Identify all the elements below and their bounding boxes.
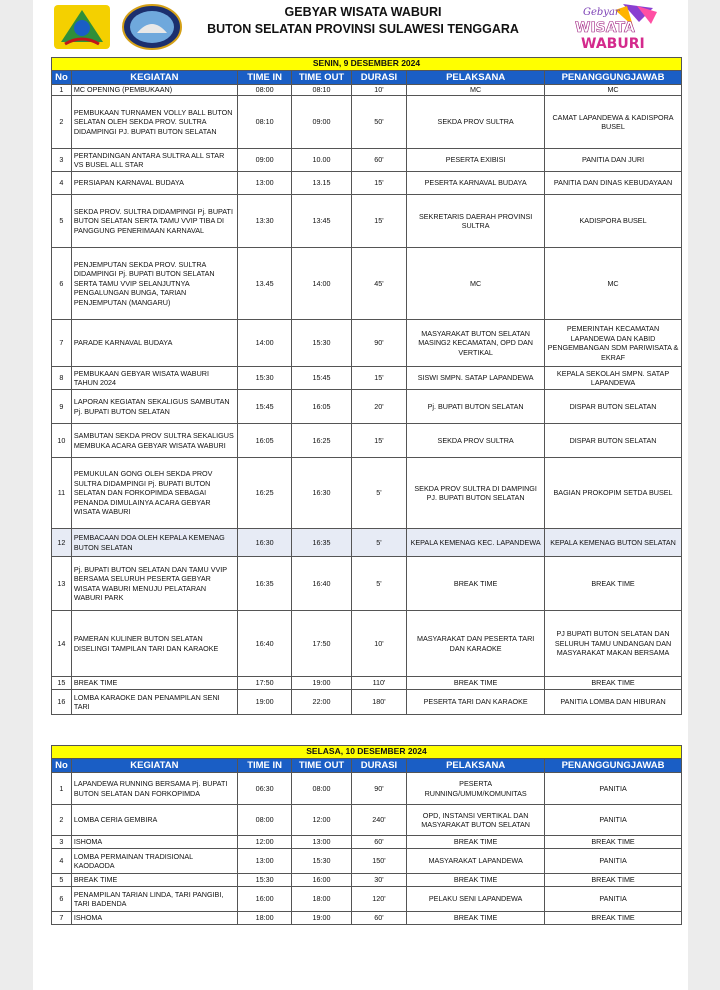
cell-out: 12:00 <box>292 805 352 836</box>
table-row <box>52 773 682 805</box>
logo-text-gebyar: Gebyar <box>583 7 620 18</box>
day-title-row <box>52 746 682 759</box>
cell-out: 16:00 <box>292 874 352 887</box>
cell-out: 18:00 <box>292 887 352 912</box>
cell-in: 12:00 <box>237 836 291 849</box>
cell-no: 1 <box>52 85 72 96</box>
cell-in: 17:50 <box>237 677 291 690</box>
table-row <box>52 849 682 874</box>
cell-in: 18:00 <box>237 912 291 925</box>
cell-kegiatan: PERTANDINGAN ANTARA SULTRA ALL STAR VS BUSEL ALL STAR <box>71 149 237 172</box>
column-header-no: No <box>52 759 72 773</box>
column-header-kegiatan: KEGIATAN <box>71 759 237 773</box>
cell-no: 4 <box>52 849 72 874</box>
table-row <box>52 195 682 248</box>
cell-kegiatan: ISHOMA <box>71 836 237 849</box>
table-row <box>52 172 682 195</box>
cell-in: 08:10 <box>237 96 291 149</box>
cell-in: 15:30 <box>237 874 291 887</box>
table-row <box>52 424 682 458</box>
cell-kegiatan: PERSIAPAN KARNAVAL BUDAYA <box>71 172 237 195</box>
cell-pelaksana: MC <box>407 248 545 320</box>
cell-pelaksana: MC <box>407 85 545 96</box>
table-row <box>52 887 682 912</box>
cell-out: 19:00 <box>292 912 352 925</box>
day-title: SELASA, 10 DESEMBER 2024 <box>52 746 682 759</box>
cell-pelaksana: BREAK TIME <box>407 874 545 887</box>
cell-durasi: 5' <box>351 529 406 557</box>
cell-pj: KEPALA SEKOLAH SMPN. SATAP LAPANDEWA <box>545 367 682 390</box>
cell-out: 16:40 <box>292 557 352 611</box>
cell-no: 1 <box>52 773 72 805</box>
cell-durasi: 5' <box>351 458 406 529</box>
cell-out: 19:00 <box>292 677 352 690</box>
cell-durasi: 60' <box>351 149 406 172</box>
cell-in: 13:30 <box>237 195 291 248</box>
cell-in: 15:45 <box>237 390 291 424</box>
table-row <box>52 690 682 715</box>
cell-pelaksana: KEPALA KEMENAG KEC. LAPANDEWA <box>407 529 545 557</box>
cell-kegiatan: PENJEMPUTAN SEKDA PROV. SULTRA DIDAMPINGI Pj. BUPATI BUTON SELATAN SERTA TAMU VVIP SELANJUTNYA PENGALUNGAN BUNGA, TARIAN PENJEMPUTAN (MANGARU) <box>71 248 237 320</box>
cell-durasi: 50' <box>351 96 406 149</box>
table-row <box>52 85 682 96</box>
cell-no: 3 <box>52 836 72 849</box>
cell-pj: PANITIA LOMBA DAN HIBURAN <box>545 690 682 715</box>
cell-pj: PJ BUPATI BUTON SELATAN DAN SELURUH TAMU UNDANGAN DAN MASYARAKAT MAKAN BERSAMA <box>545 611 682 677</box>
table-row <box>52 805 682 836</box>
cell-pj: BREAK TIME <box>545 836 682 849</box>
cell-out: 16:30 <box>292 458 352 529</box>
cell-out: 13.15 <box>292 172 352 195</box>
cell-no: 13 <box>52 557 72 611</box>
cell-pelaksana: SISWI SMPN. SATAP LAPANDEWA <box>407 367 545 390</box>
cell-durasi: 15' <box>351 195 406 248</box>
cell-durasi: 30' <box>351 874 406 887</box>
cell-durasi: 15' <box>351 424 406 458</box>
cell-out: 15:30 <box>292 320 352 367</box>
cell-in: 08:00 <box>237 805 291 836</box>
cell-kegiatan: LAPANDEWA RUNNING BERSAMA Pj. BUPATI BUTON SELATAN DAN FORKOPIMDA <box>71 773 237 805</box>
cell-out: 22:00 <box>292 690 352 715</box>
cell-out: 17:50 <box>292 611 352 677</box>
cell-no: 10 <box>52 424 72 458</box>
schedule-table-monday <box>51 57 682 715</box>
cell-durasi: 10' <box>351 85 406 96</box>
gebyar-wisata-waburi-logo <box>553 2 657 52</box>
cell-kegiatan: LAPORAN KEGIATAN SEKALIGUS SAMBUTAN Pj. BUPATI BUTON SELATAN <box>71 390 237 424</box>
column-header-out: TIME OUT <box>292 759 352 773</box>
cell-pj: BREAK TIME <box>545 677 682 690</box>
table-row <box>52 874 682 887</box>
table-row <box>52 320 682 367</box>
cell-pj: BREAK TIME <box>545 557 682 611</box>
cell-out: 10.00 <box>292 149 352 172</box>
cell-durasi: 180' <box>351 690 406 715</box>
cell-no: 11 <box>52 458 72 529</box>
cell-pj: PANITIA <box>545 849 682 874</box>
regency-emblem-logo <box>53 4 111 50</box>
cell-in: 16:35 <box>237 557 291 611</box>
table-row <box>52 677 682 690</box>
cell-no: 14 <box>52 611 72 677</box>
cell-kegiatan: BREAK TIME <box>71 677 237 690</box>
cell-in: 06:30 <box>237 773 291 805</box>
cell-out: 16:35 <box>292 529 352 557</box>
table-row <box>52 458 682 529</box>
cell-kegiatan: PENAMPILAN TARIAN LINDA, TARI PANGIBI, TARI BADENDA <box>71 887 237 912</box>
column-header-pj: PENANGGUNGJAWAB <box>545 71 682 85</box>
cell-in: 16:30 <box>237 529 291 557</box>
cell-no: 4 <box>52 172 72 195</box>
cell-no: 7 <box>52 320 72 367</box>
cell-no: 6 <box>52 248 72 320</box>
column-header-in: TIME IN <box>237 71 291 85</box>
schedule-sheet <box>33 0 688 990</box>
cell-no: 16 <box>52 690 72 715</box>
cell-in: 13:00 <box>237 849 291 874</box>
cell-no: 5 <box>52 874 72 887</box>
cell-in: 16:00 <box>237 887 291 912</box>
cell-pelaksana: SEKDA PROV SULTRA <box>407 96 545 149</box>
cell-pj: KEPALA KEMENAG BUTON SELATAN <box>545 529 682 557</box>
cell-no: 9 <box>52 390 72 424</box>
cell-out: 08:10 <box>292 85 352 96</box>
column-header-pelaksana: PELAKSANA <box>407 71 545 85</box>
cell-pelaksana: PESERTA EXIBISI <box>407 149 545 172</box>
cell-pj: DISPAR BUTON SELATAN <box>545 424 682 458</box>
cell-durasi: 5' <box>351 557 406 611</box>
cell-pj: PEMERINTAH KECAMATAN LAPANDEWA DAN KABID PENGEMBANGAN SDM PARIWISATA & EKRAF <box>545 320 682 367</box>
table-row <box>52 611 682 677</box>
cell-in: 13:00 <box>237 172 291 195</box>
cell-kegiatan: SAMBUTAN SEKDA PROV SULTRA SEKALIGUS MEMBUKA ACARA GEBYAR WISATA WABURI <box>71 424 237 458</box>
cell-pelaksana: PESERTA RUNNING/UMUM/KOMUNITAS <box>407 773 545 805</box>
cell-pj: KADISPORA BUSEL <box>545 195 682 248</box>
cell-kegiatan: SEKDA PROV. SULTRA DIDAMPINGI Pj. BUPATI BUTON SELATAN SERTA TAMU VVIP TIBA DI PANGGUNG PENERIMAAN KARNAVAL <box>71 195 237 248</box>
cell-durasi: 60' <box>351 912 406 925</box>
cell-no: 5 <box>52 195 72 248</box>
cell-kegiatan: MC OPENING (PEMBUKAAN) <box>71 85 237 96</box>
column-header-pelaksana: PELAKSANA <box>407 759 545 773</box>
cell-pelaksana: MASYARAKAT BUTON SELATAN MASING2 KECAMATAN, OPD DAN VERTIKAL <box>407 320 545 367</box>
cell-pj: PANITIA DAN JURI <box>545 149 682 172</box>
column-header-durasi: DURASI <box>351 759 406 773</box>
logo-text-waburi: WABURI <box>581 36 645 52</box>
cell-kegiatan: PEMUKULAN GONG OLEH SEKDA PROV SULTRA DIDAMPINGI Pj. BUPATI BUTON SELATAN DAN FORKOPIMDA SEBAGAI PENANDA DIMULAINYA ACARA GEBYAR WISATA WABURI <box>71 458 237 529</box>
column-header-pj: PENANGGUNGJAWAB <box>545 759 682 773</box>
column-header-kegiatan: KEGIATAN <box>71 71 237 85</box>
cell-in: 14:00 <box>237 320 291 367</box>
cell-pelaksana: PESERTA TARI DAN KARAOKE <box>407 690 545 715</box>
cell-out: 15:30 <box>292 849 352 874</box>
cell-pj: BREAK TIME <box>545 912 682 925</box>
cell-kegiatan: PAMERAN KULINER BUTON SELATAN DISELINGI TAMPILAN TARI DAN KARAOKE <box>71 611 237 677</box>
table-row <box>52 390 682 424</box>
cell-pj: PANITIA <box>545 773 682 805</box>
cell-in: 13.45 <box>237 248 291 320</box>
cell-pj: PANITIA <box>545 805 682 836</box>
day-title-row <box>52 58 682 71</box>
logo-text-wisata: WISATA <box>575 20 635 36</box>
cell-durasi: 45' <box>351 248 406 320</box>
cell-out: 16:05 <box>292 390 352 424</box>
cell-pelaksana: OPD, INSTANSI VERTIKAL DAN MASYARAKAT BUTON SELATAN <box>407 805 545 836</box>
cell-no: 7 <box>52 912 72 925</box>
cell-kegiatan: LOMBA PERMAINAN TRADISIONAL KAODAODA <box>71 849 237 874</box>
cell-kegiatan: PEMBACAAN DOA OLEH KEPALA KEMENAG BUTON SELATAN <box>71 529 237 557</box>
cell-pelaksana: BREAK TIME <box>407 836 545 849</box>
cell-pelaksana: SEKDA PROV SULTRA DI DAMPINGI PJ. BUPATI BUTON SELATAN <box>407 458 545 529</box>
cell-out: 08:00 <box>292 773 352 805</box>
column-header-row <box>52 759 682 773</box>
table-row <box>52 529 682 557</box>
cell-pelaksana: Pj. BUPATI BUTON SELATAN <box>407 390 545 424</box>
table-row <box>52 96 682 149</box>
table-row <box>52 912 682 925</box>
cell-kegiatan: PARADE KARNAVAL BUDAYA <box>71 320 237 367</box>
document-header <box>33 0 688 56</box>
cell-out: 14:00 <box>292 248 352 320</box>
cell-pj: DISPAR BUTON SELATAN <box>545 390 682 424</box>
cell-pj: MC <box>545 248 682 320</box>
cell-out: 13:00 <box>292 836 352 849</box>
cell-durasi: 10' <box>351 611 406 677</box>
cell-pj: CAMAT LAPANDEWA & KADISPORA BUSEL <box>545 96 682 149</box>
column-header-no: No <box>52 71 72 85</box>
table-row <box>52 248 682 320</box>
table-row <box>52 836 682 849</box>
cell-in: 08:00 <box>237 85 291 96</box>
column-header-durasi: DURASI <box>351 71 406 85</box>
cell-out: 15:45 <box>292 367 352 390</box>
cell-pelaksana: PESERTA KARNAVAL BUDAYA <box>407 172 545 195</box>
cell-durasi: 110' <box>351 677 406 690</box>
column-header-row <box>52 71 682 85</box>
schedule-table-tuesday <box>51 745 682 925</box>
cell-pelaksana: SEKRETARIS DAERAH PROVINSI SULTRA <box>407 195 545 248</box>
document-title: GEBYAR WISATA WABURI <box>284 5 442 19</box>
cell-kegiatan: Pj. BUPATI BUTON SELATAN DAN TAMU VVIP BERSAMA SELURUH PESERTA GEBYAR WISATA WABURI MENUJU PELATARAN WABURI PARK <box>71 557 237 611</box>
cell-pelaksana: SEKDA PROV SULTRA <box>407 424 545 458</box>
cell-durasi: 90' <box>351 773 406 805</box>
cell-pelaksana: PELAKU SENI LAPANDEWA <box>407 887 545 912</box>
cell-pj: PANITIA <box>545 887 682 912</box>
table-row <box>52 367 682 390</box>
cell-pelaksana: BREAK TIME <box>407 912 545 925</box>
cell-kegiatan: PEMBUKAAN TURNAMEN VOLLY BALL BUTON SELATAN OLEH SEKDA PROV. SULTRA DIDAMPINGI PJ. BUPATI BUTON SELATAN <box>71 96 237 149</box>
cell-pj: PANITIA DAN DINAS KEBUDAYAAN <box>545 172 682 195</box>
cell-no: 6 <box>52 887 72 912</box>
cell-no: 3 <box>52 149 72 172</box>
day-title: SENIN, 9 DESEMBER 2024 <box>52 58 682 71</box>
cell-pelaksana: BREAK TIME <box>407 557 545 611</box>
cell-kegiatan: BREAK TIME <box>71 874 237 887</box>
cell-out: 16:25 <box>292 424 352 458</box>
cell-durasi: 120' <box>351 887 406 912</box>
cell-durasi: 90' <box>351 320 406 367</box>
cell-out: 13:45 <box>292 195 352 248</box>
table-row <box>52 557 682 611</box>
cell-kegiatan: LOMBA CERIA GEMBIRA <box>71 805 237 836</box>
cell-pj: BAGIAN PROKOPIM SETDA BUSEL <box>545 458 682 529</box>
cell-kegiatan: ISHOMA <box>71 912 237 925</box>
province-emblem-logo <box>121 3 183 51</box>
cell-kegiatan: PEMBUKAAN GEBYAR WISATA WABURI TAHUN 2024 <box>71 367 237 390</box>
table-row <box>52 149 682 172</box>
cell-no: 2 <box>52 805 72 836</box>
cell-in: 19:00 <box>237 690 291 715</box>
cell-durasi: 20' <box>351 390 406 424</box>
cell-out: 09:00 <box>292 96 352 149</box>
cell-durasi: 15' <box>351 172 406 195</box>
cell-durasi: 150' <box>351 849 406 874</box>
cell-no: 2 <box>52 96 72 149</box>
cell-durasi: 240' <box>351 805 406 836</box>
cell-in: 09:00 <box>237 149 291 172</box>
cell-pelaksana: BREAK TIME <box>407 677 545 690</box>
cell-no: 8 <box>52 367 72 390</box>
cell-durasi: 15' <box>351 367 406 390</box>
cell-pelaksana: MASYARAKAT LAPANDEWA <box>407 849 545 874</box>
cell-pj: MC <box>545 85 682 96</box>
cell-in: 16:05 <box>237 424 291 458</box>
column-header-out: TIME OUT <box>292 71 352 85</box>
cell-durasi: 60' <box>351 836 406 849</box>
cell-pelaksana: MASYARAKAT DAN PESERTA TARI DAN KARAOKE <box>407 611 545 677</box>
column-header-in: TIME IN <box>237 759 291 773</box>
cell-no: 15 <box>52 677 72 690</box>
cell-no: 12 <box>52 529 72 557</box>
cell-pj: BREAK TIME <box>545 874 682 887</box>
document-subtitle: BUTON SELATAN PROVINSI SULAWESI TENGGARA <box>207 22 519 36</box>
cell-in: 16:25 <box>237 458 291 529</box>
cell-in: 16:40 <box>237 611 291 677</box>
cell-in: 15:30 <box>237 367 291 390</box>
cell-kegiatan: LOMBA KARAOKE DAN PENAMPILAN SENI TARI <box>71 690 237 715</box>
